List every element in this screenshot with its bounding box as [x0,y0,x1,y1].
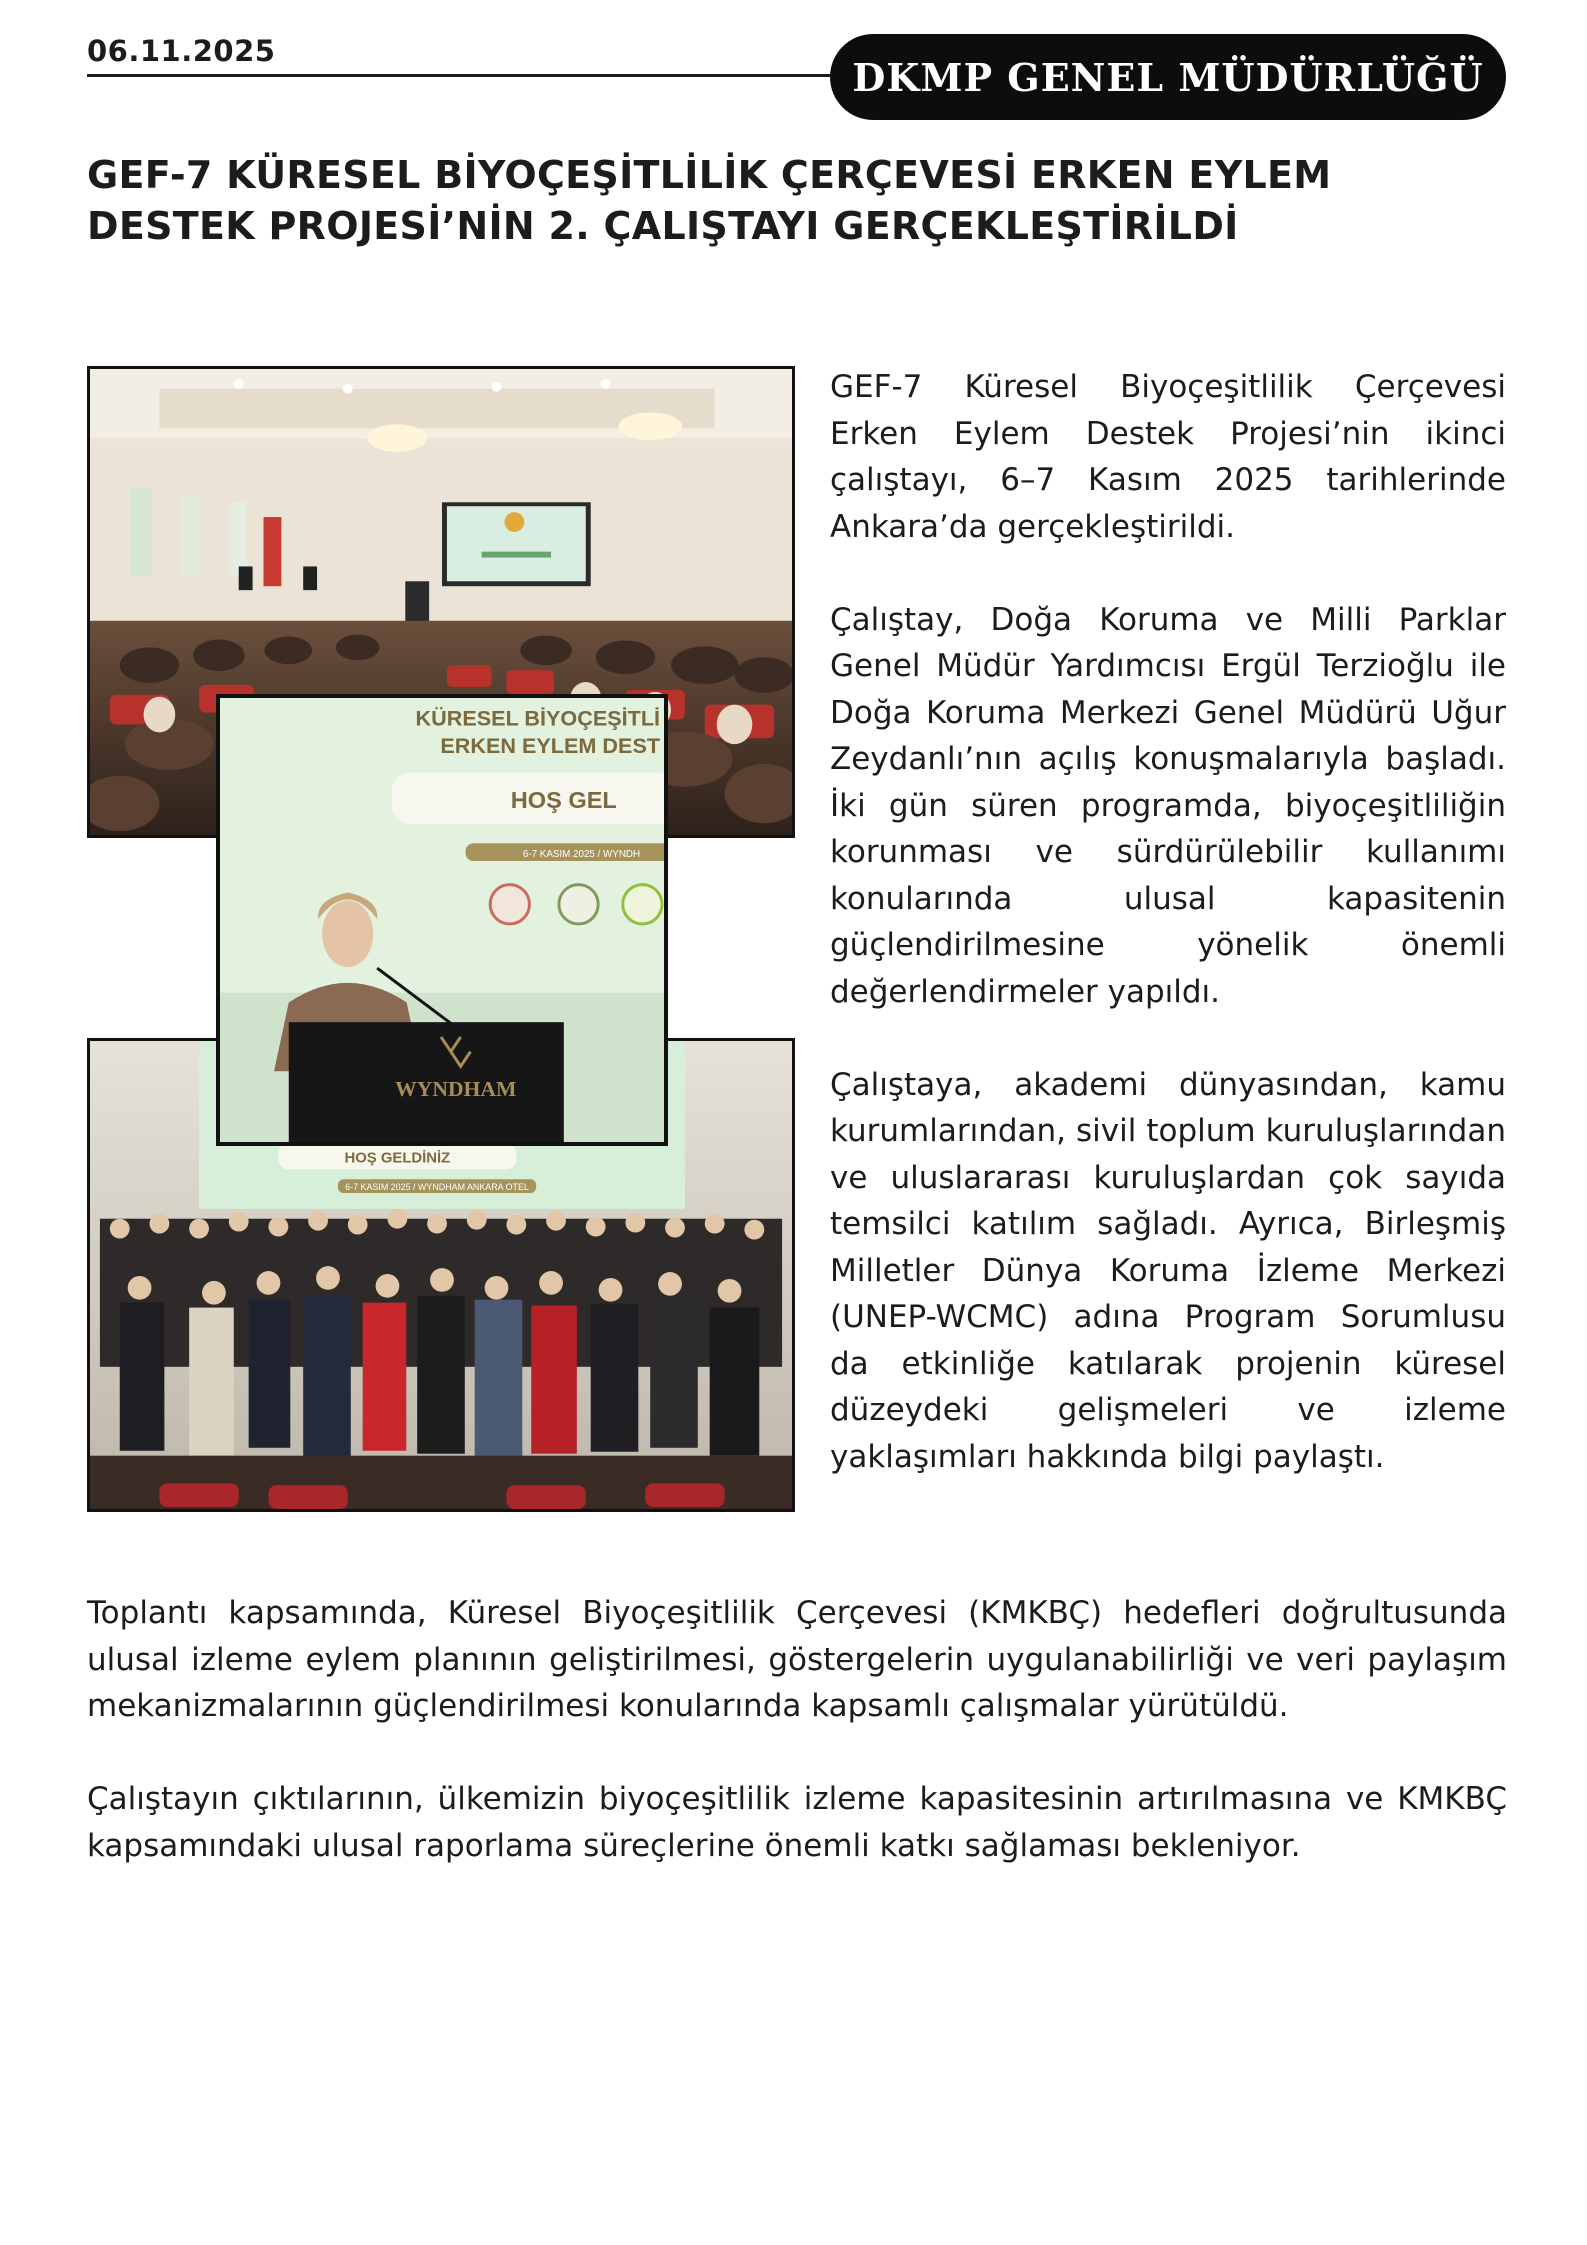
column-paragraph-1: GEF-7 Küresel Biyoçeşitlilik Çerçevesi Erken Eylem Destek Projesi’nin ikinci çalıştayı, 6–7 Kasım 2025 tarihlerinde Ankara’da gerçekleştirildi. [830,369,1506,545]
group-screen-welcome: HOŞ GELDİNİZ [344,1150,451,1167]
column-paragraph-2: Çalıştay, Doğa Koruma ve Milli Parklar Genel Müdür Yardımcısı Ergül Terzioğlu ile Doğa Koruma Merkezi Genel Müdürü Uğur Zeydanlı’nın açılış konuşmalarıyla başladı. İki gün süren programda, biyoçeşitliliğin korunması ve sürdürülebilir kullanımı konularında ulusal kapasitenin güçlendirilmesine yönelik önemli değerlendirmeler yapıldı. [830,601,1506,1010]
podium-brand: WYNDHAM [395,1076,517,1101]
speaker-screen-line2: ERKEN EYLEM DEST [440,733,661,759]
organization-name: DKMP GENEL MÜDÜRLÜĞÜ [852,54,1484,100]
speaker-screen-line1: KÜRESEL BİYOÇEŞİTLİ [415,705,661,731]
body-paragraph-2: Çalıştayın çıktılarının, ülkemizin biyoçeşitlilik izleme kapasitesinin artırılmasına ve KMKBÇ kapsamındaki ulusal raporlama süreçlerine önemli katkı sağlaması bekleniyor. [87,1781,1507,1864]
article-title: GEF-7 KÜRESEL BİYOÇEŞİTLİLİK ÇERÇEVESİ ERKEN EYLEM DESTEK PROJESİ’NİN 2. ÇALIŞTAYI GERÇEKLEŞTİRİLDİ [87,153,1332,248]
article-body [87,1590,1507,1916]
speaker-screen-welcome: HOŞ GEL [510,787,617,814]
speaker-photo [216,694,668,1146]
organization-badge [830,34,1506,120]
body-paragraph-1: Toplantı kapsamında, Küresel Biyoçeşitlilik Çerçevesi (KMKBÇ) hedefleri doğrultusunda ulusal izleme eylem planının geliştirilmesi, göstergelerin uygulanabilirliği ve veri paylaşım mekanizmalarının güçlendirilmesi konularında kapsamlı çalışmalar yürütüldü. [87,1595,1507,1724]
column-paragraph-3: Çalıştaya, akademi dünyasından, kamu kurumlarından, sivil toplum kuruluşlarından ve uluslararası kuruluşlardan çok sayıda temsilci katılım sağladı. Ayrıca, Birleşmiş Milletler Dünya Koruma İzleme Merkezi (UNEP-WCMC) adına Program Sorumlusu da etkinliğe katılarak projenin küresel düzeydeki gelişmeleri ve izleme yaklaşımları hakkında bilgi paylaştı. [830,1066,1506,1475]
group-screen-date: 6-7 KASIM 2025 / WYNDHAM ANKARA OTEL [345,1182,529,1193]
speaker-screen-date: 6-7 KASIM 2025 / WYNDH [522,849,641,861]
publication-date: 06.11.2025 [87,34,276,68]
article-column [830,364,1506,1527]
